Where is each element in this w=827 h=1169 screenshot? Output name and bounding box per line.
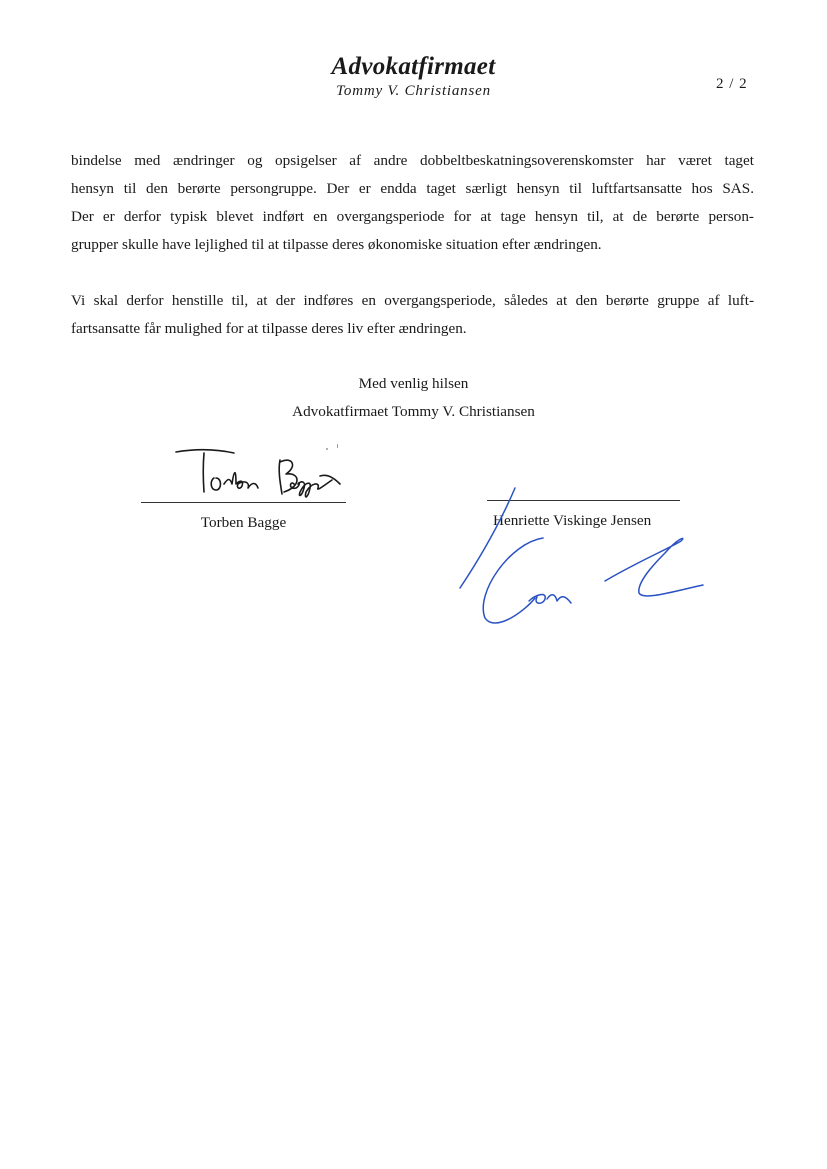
letterhead: [0, 52, 827, 100]
firm-name: Advokatfirmaet: [331, 53, 496, 80]
text-line: bindelse med ændringer og opsigelser af andre dobbeltbeskatningsoverenskomster har været taget: [71, 152, 754, 169]
signature-torben-bagge: [170, 440, 360, 510]
signature-line-left: [141, 502, 346, 503]
letter-body: [71, 147, 754, 343]
paragraph-2: [71, 287, 754, 343]
page-number: 2 / 2: [716, 76, 748, 92]
signatory-name-left: Torben Bagge: [200, 514, 287, 531]
signatory-name-right: Henriette Viskinge Jensen: [493, 512, 652, 529]
text-line: hensyn til den berørte persongruppe. Der er endda taget særligt hensyn til luftfartsansatte hos SAS.: [71, 180, 754, 197]
signature-henriette-viskinge-jensen: [455, 483, 715, 633]
text-line: Vi skal derfor henstille til, at der indføres en overgangsperiode, således at den berørte gruppe af luft-: [71, 292, 754, 309]
text-line: fartsansatte får mulighed for at tilpasse deres liv efter ændringen.: [71, 320, 467, 337]
closing-greeting: Med venlig hilsen: [358, 375, 469, 392]
firm-subtitle: Tommy V. Christiansen: [336, 83, 491, 99]
closing: [0, 370, 827, 426]
closing-firm: Advokatfirmaet Tommy V. Christiansen: [292, 403, 535, 420]
text-line: grupper skulle have lejlighed til at tilpasse deres økonomiske situation efter ændringen.: [71, 236, 602, 253]
text-line: Der er derfor typisk blevet indført en overgangsperiode for at tage hensyn til, at de berørte person-: [71, 208, 754, 225]
paragraph-1: [71, 147, 754, 259]
